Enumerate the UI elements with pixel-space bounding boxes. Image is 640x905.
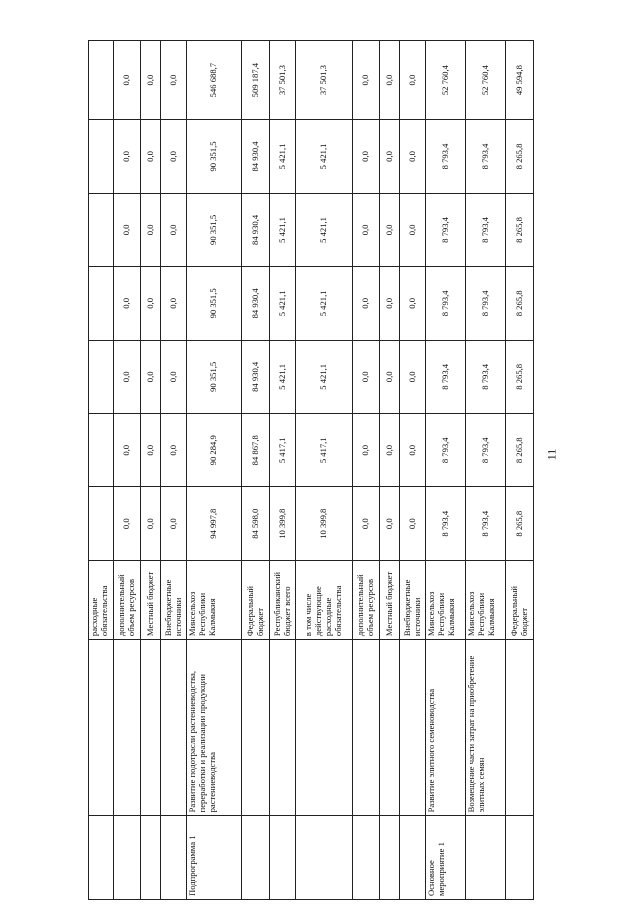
row-category-cell: Основное мероприятие 1 bbox=[426, 816, 466, 900]
row-category-cell bbox=[506, 816, 534, 900]
page-number: 11 bbox=[544, 448, 559, 461]
value-cell: 0,0 bbox=[353, 120, 380, 193]
table-row bbox=[426, 41, 466, 900]
value-cell: 8 793,4 bbox=[426, 487, 466, 560]
value-cell bbox=[89, 414, 114, 487]
total-cell: 37 501,3 bbox=[270, 41, 296, 120]
value-cell: 5 421,1 bbox=[296, 120, 353, 193]
row-name-cell bbox=[114, 640, 141, 816]
value-cell: 5 417,1 bbox=[296, 414, 353, 487]
value-cell: 0,0 bbox=[141, 414, 161, 487]
row-name-cell bbox=[296, 640, 353, 816]
row-name-cell: Развитие подотрасли растениеводства, переработки и реализации продукции растениеводства bbox=[187, 640, 242, 816]
table-row bbox=[506, 41, 534, 900]
total-cell: 49 594,8 bbox=[506, 41, 534, 120]
value-cell: 8 793,4 bbox=[426, 120, 466, 193]
row-category-cell bbox=[353, 816, 380, 900]
rotated-table-wrapper bbox=[88, 40, 529, 900]
value-cell bbox=[89, 193, 114, 266]
table-row bbox=[89, 41, 114, 900]
value-cell: 0,0 bbox=[141, 193, 161, 266]
value-cell: 8 793,4 bbox=[466, 414, 506, 487]
row-name-cell bbox=[161, 640, 187, 816]
value-cell: 0,0 bbox=[114, 193, 141, 266]
total-cell: 0,0 bbox=[380, 41, 400, 120]
value-cell: 5 421,1 bbox=[270, 267, 296, 340]
row-category-cell bbox=[400, 816, 426, 900]
value-cell: 0,0 bbox=[353, 414, 380, 487]
funding-source-cell: Внебюджетные источники bbox=[400, 560, 426, 639]
row-category-cell bbox=[242, 816, 270, 900]
total-cell: 0,0 bbox=[141, 41, 161, 120]
funding-source-cell: расходные обязательства bbox=[89, 560, 114, 639]
value-cell: 8 793,4 bbox=[466, 120, 506, 193]
funding-source-cell: Минсельхоз Республики Калмыкия bbox=[466, 560, 506, 639]
value-cell: 0,0 bbox=[380, 120, 400, 193]
value-cell: 0,0 bbox=[161, 120, 187, 193]
row-name-cell bbox=[400, 640, 426, 816]
funding-source-cell: дополнительный объем ресурсов bbox=[114, 560, 141, 639]
table-row bbox=[400, 41, 426, 900]
value-cell: 8 265,8 bbox=[506, 487, 534, 560]
funding-source-cell: Минсельхоз Республики Калмыкия bbox=[187, 560, 242, 639]
row-category-cell bbox=[161, 816, 187, 900]
value-cell: 8 793,4 bbox=[466, 340, 506, 413]
value-cell: 0,0 bbox=[114, 120, 141, 193]
value-cell: 84 930,4 bbox=[242, 120, 270, 193]
row-category-cell bbox=[141, 816, 161, 900]
value-cell: 8 793,4 bbox=[426, 267, 466, 340]
table-row bbox=[296, 41, 353, 900]
table-row bbox=[353, 41, 380, 900]
value-cell: 0,0 bbox=[400, 340, 426, 413]
value-cell: 0,0 bbox=[400, 267, 426, 340]
table-row bbox=[242, 41, 270, 900]
value-cell: 10 399,8 bbox=[296, 487, 353, 560]
value-cell: 84 930,4 bbox=[242, 267, 270, 340]
total-cell: 52 760,4 bbox=[466, 41, 506, 120]
row-name-cell bbox=[141, 640, 161, 816]
table-row bbox=[270, 41, 296, 900]
value-cell: 84 867,8 bbox=[242, 414, 270, 487]
row-category-cell bbox=[270, 816, 296, 900]
value-cell: 0,0 bbox=[114, 267, 141, 340]
value-cell: 0,0 bbox=[161, 487, 187, 560]
total-cell: 0,0 bbox=[114, 41, 141, 120]
value-cell: 90 284,9 bbox=[187, 414, 242, 487]
budget-table bbox=[88, 40, 534, 900]
row-name-cell bbox=[353, 640, 380, 816]
table-row bbox=[380, 41, 400, 900]
funding-source-cell: Местный бюджет bbox=[141, 560, 161, 639]
value-cell: 94 997,8 bbox=[187, 487, 242, 560]
value-cell: 8 265,8 bbox=[506, 267, 534, 340]
total-cell: 0,0 bbox=[353, 41, 380, 120]
value-cell: 5 421,1 bbox=[296, 267, 353, 340]
row-name-cell bbox=[506, 640, 534, 816]
value-cell: 0,0 bbox=[141, 267, 161, 340]
value-cell: 0,0 bbox=[161, 414, 187, 487]
value-cell: 5 421,1 bbox=[296, 193, 353, 266]
row-category-cell bbox=[380, 816, 400, 900]
value-cell: 0,0 bbox=[353, 487, 380, 560]
value-cell: 0,0 bbox=[141, 487, 161, 560]
value-cell: 90 351,5 bbox=[187, 120, 242, 193]
value-cell: 0,0 bbox=[353, 193, 380, 266]
value-cell: 90 351,5 bbox=[187, 340, 242, 413]
value-cell: 0,0 bbox=[114, 340, 141, 413]
value-cell: 5 421,1 bbox=[270, 120, 296, 193]
total-cell: 546 688,7 bbox=[187, 41, 242, 120]
value-cell: 0,0 bbox=[400, 414, 426, 487]
value-cell: 0,0 bbox=[114, 487, 141, 560]
value-cell: 84 598,0 bbox=[242, 487, 270, 560]
funding-source-cell: Республиканский бюджет всего bbox=[270, 560, 296, 639]
row-name-cell: Развитие элитного семеноводства bbox=[426, 640, 466, 816]
value-cell: 5 421,1 bbox=[270, 340, 296, 413]
value-cell: 8 793,4 bbox=[466, 487, 506, 560]
value-cell: 0,0 bbox=[161, 193, 187, 266]
value-cell: 0,0 bbox=[161, 267, 187, 340]
value-cell: 0,0 bbox=[400, 487, 426, 560]
row-category-cell bbox=[114, 816, 141, 900]
value-cell: 84 930,4 bbox=[242, 193, 270, 266]
row-category-cell bbox=[466, 816, 506, 900]
table-row bbox=[161, 41, 187, 900]
value-cell: 5 417,1 bbox=[270, 414, 296, 487]
value-cell: 0,0 bbox=[400, 120, 426, 193]
value-cell: 8 793,4 bbox=[466, 267, 506, 340]
value-cell: 0,0 bbox=[114, 414, 141, 487]
value-cell: 8 265,8 bbox=[506, 120, 534, 193]
value-cell: 0,0 bbox=[380, 487, 400, 560]
value-cell: 0,0 bbox=[141, 120, 161, 193]
value-cell: 8 793,4 bbox=[426, 193, 466, 266]
total-cell: 0,0 bbox=[161, 41, 187, 120]
funding-source-cell: в том числе действующие расходные обязательства bbox=[296, 560, 353, 639]
value-cell: 8 793,4 bbox=[466, 193, 506, 266]
value-cell: 0,0 bbox=[380, 340, 400, 413]
total-cell bbox=[89, 41, 114, 120]
total-cell: 509 187,4 bbox=[242, 41, 270, 120]
value-cell: 8 793,4 bbox=[426, 414, 466, 487]
row-name-cell bbox=[270, 640, 296, 816]
value-cell: 90 351,5 bbox=[187, 267, 242, 340]
value-cell: 0,0 bbox=[380, 193, 400, 266]
funding-source-cell: Федеральный бюджет bbox=[506, 560, 534, 639]
value-cell bbox=[89, 120, 114, 193]
value-cell: 10 399,8 bbox=[270, 487, 296, 560]
funding-source-cell: Внебюджетные источники bbox=[161, 560, 187, 639]
row-category-cell bbox=[296, 816, 353, 900]
value-cell: 84 930,4 bbox=[242, 340, 270, 413]
table-row bbox=[114, 41, 141, 900]
funding-source-cell: дополнительный объем ресурсов bbox=[353, 560, 380, 639]
value-cell: 0,0 bbox=[141, 340, 161, 413]
value-cell: 0,0 bbox=[380, 267, 400, 340]
total-cell: 37 501,3 bbox=[296, 41, 353, 120]
value-cell bbox=[89, 267, 114, 340]
total-cell: 0,0 bbox=[400, 41, 426, 120]
value-cell: 0,0 bbox=[161, 340, 187, 413]
value-cell: 90 351,5 bbox=[187, 193, 242, 266]
funding-source-cell: Федеральный бюджет bbox=[242, 560, 270, 639]
value-cell: 8 793,4 bbox=[426, 340, 466, 413]
row-name-cell: Возмещение части затрат на приобретение элитных семян bbox=[466, 640, 506, 816]
total-cell: 52 760,4 bbox=[426, 41, 466, 120]
value-cell: 0,0 bbox=[380, 414, 400, 487]
funding-source-cell: Минсельхоз Республики Калмыкия bbox=[426, 560, 466, 639]
row-name-cell bbox=[242, 640, 270, 816]
value-cell bbox=[89, 487, 114, 560]
value-cell: 8 265,8 bbox=[506, 414, 534, 487]
table-row bbox=[466, 41, 506, 900]
table-row bbox=[141, 41, 161, 900]
value-cell: 8 265,8 bbox=[506, 193, 534, 266]
row-category-cell: Подпрограмма 1 bbox=[187, 816, 242, 900]
value-cell: 0,0 bbox=[353, 267, 380, 340]
row-name-cell bbox=[380, 640, 400, 816]
row-category-cell bbox=[89, 816, 114, 900]
table-row bbox=[187, 41, 242, 900]
value-cell: 5 421,1 bbox=[296, 340, 353, 413]
funding-source-cell: Местный бюджет bbox=[380, 560, 400, 639]
value-cell: 8 265,8 bbox=[506, 340, 534, 413]
row-name-cell bbox=[89, 640, 114, 816]
value-cell: 5 421,1 bbox=[270, 193, 296, 266]
value-cell: 0,0 bbox=[400, 193, 426, 266]
value-cell bbox=[89, 340, 114, 413]
value-cell: 0,0 bbox=[353, 340, 380, 413]
